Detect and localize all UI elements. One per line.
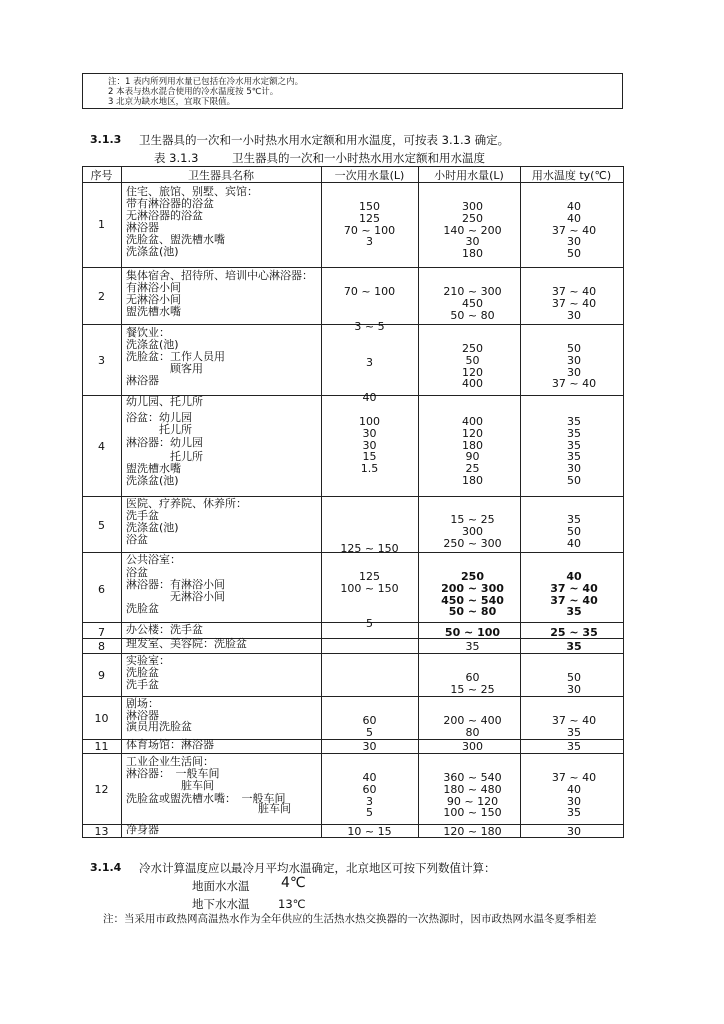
row-13-once: 10 ~ 15 bbox=[347, 825, 392, 838]
row-3-name-4: 淋浴器 bbox=[126, 374, 159, 387]
row-8-hourly: 35 bbox=[465, 640, 480, 653]
row-1-name-3: 淋浴器 bbox=[126, 221, 159, 234]
row-3-temp: 50 30 30 37 ~ 40 bbox=[551, 342, 597, 391]
row-10-hourly: 200 ~ 400 80 bbox=[443, 714, 502, 739]
section-314-text: 冷水计算温度应以最冷月平均水温确定，北京地区可按下列数值计算： bbox=[139, 861, 496, 875]
row-10-no: 10 bbox=[94, 712, 109, 725]
section-313-number: 3.1.3 bbox=[90, 133, 122, 146]
row-4-once: 100 30 30 15 1.5 bbox=[359, 415, 380, 476]
row-5-name-1: 洗手盆 bbox=[126, 509, 159, 522]
row-13-hourly: 120 ~ 180 bbox=[443, 825, 502, 838]
row-4-name-6: 洗涤盆(池) bbox=[126, 474, 179, 487]
row-4-name-0: 幼儿园、托儿所 bbox=[126, 395, 203, 408]
row-8-temp: 35 bbox=[566, 640, 582, 653]
row-3-name-2: 洗脸盆：工作人员用 bbox=[126, 350, 225, 363]
row-3-name-1: 洗涤盆(池) bbox=[126, 338, 179, 351]
row-6-name-4: 洗脸盆 bbox=[126, 602, 159, 615]
row-5-temp: 35 50 40 bbox=[567, 513, 581, 550]
row-4-no: 4 bbox=[98, 440, 105, 453]
header-water-temp: 用水温度 ty(℃) bbox=[531, 169, 612, 182]
row-6-temp: 40 37 ~ 40 37 ~ 40 35 bbox=[550, 570, 598, 619]
row-10-name-2: 演员用洗脸盆 bbox=[126, 720, 192, 733]
row-11-no: 11 bbox=[94, 740, 109, 753]
row-7-hourly: 50 ~ 100 bbox=[444, 626, 501, 639]
header-fixture-name: 卫生器具名称 bbox=[188, 169, 254, 182]
row-6-no: 6 bbox=[98, 583, 105, 596]
row-5-name-2: 洗涤盆(池) bbox=[126, 521, 179, 534]
row-12-name-2: 脏车间 bbox=[126, 779, 214, 792]
row-11-name-0: 体育场馆：淋浴器 bbox=[126, 738, 214, 751]
row-7-temp: 25 ~ 35 bbox=[550, 626, 598, 639]
row-5-hourly: 15 ~ 25 300 250 ~ 300 bbox=[443, 513, 502, 550]
surface-water-value: 4℃ bbox=[281, 875, 306, 891]
row-13-no: 13 bbox=[94, 825, 109, 838]
row-8-name-0: 理发室、美容院：洗脸盆 bbox=[126, 637, 247, 650]
row-1-name-5: 洗涤盆(池) bbox=[126, 245, 179, 258]
row-2-no: 2 bbox=[98, 290, 105, 303]
row-5-once: 125 ~ 150 bbox=[340, 542, 399, 555]
row-1-temp: 40 40 37 ~ 40 30 50 bbox=[551, 200, 597, 261]
row-3-once: 3 40 bbox=[362, 356, 377, 405]
section-313-text: 卫生器具的一次和一小时热水用水定额和用水温度，可按表 3.1.3 确定。 bbox=[139, 133, 510, 147]
row-7-no: 7 bbox=[98, 626, 105, 639]
row-9-name-0: 实验室： bbox=[126, 654, 170, 667]
row-12-name-1: 淋浴器： 一般车间 bbox=[126, 767, 220, 780]
ground-water-value: 13℃ bbox=[278, 897, 306, 911]
row-3-no: 3 bbox=[98, 354, 105, 367]
row-3-name-0: 餐饮业： bbox=[126, 326, 170, 339]
row-7-name-0: 办公楼：洗手盆 bbox=[126, 623, 203, 636]
row-1-name-1: 带有淋浴器的浴盆 bbox=[126, 197, 214, 210]
row-2-name-2: 无淋浴小间 bbox=[126, 293, 181, 306]
row-1-name-2: 无淋浴器的浴盆 bbox=[126, 209, 203, 222]
section-314-note: 注：当采用市政热网高温热水作为全年供应的生活热水热交换器的一次热源时，因市政热网水温冬夏季相差 bbox=[103, 913, 597, 925]
row-9-temp: 50 30 bbox=[567, 671, 581, 696]
row-2-temp: 37 ~ 40 37 ~ 40 30 bbox=[551, 285, 597, 322]
row-13-name-0: 净身器 bbox=[126, 823, 159, 836]
row-4-name-3: 淋浴器：幼儿园 bbox=[126, 436, 203, 449]
table-caption-number: 表 3.1.3 bbox=[154, 151, 199, 165]
row-4-hourly: 400 120 180 90 25 180 bbox=[462, 415, 483, 487]
row-2-once: 70 ~ 100 3 ~ 5 bbox=[343, 285, 396, 334]
row-10-name-1: 淋浴器 bbox=[126, 709, 159, 722]
row-9-name-2: 洗手盆 bbox=[126, 678, 159, 691]
row-4-name-2: 托儿所 bbox=[126, 423, 192, 436]
row-4-name-4: 托儿所 bbox=[126, 450, 203, 463]
row-9-hourly: 60 15 ~ 25 bbox=[450, 671, 495, 696]
row-6-name-0: 公共浴室： bbox=[126, 553, 181, 566]
row-5-name-0: 医院、疗养院、休养所： bbox=[126, 497, 247, 510]
row-12-name-0: 工业企业生活间： bbox=[126, 755, 214, 768]
row-2-hourly: 210 ~ 300 450 50 ~ 80 bbox=[443, 285, 502, 322]
row-12-hourly: 360 ~ 540 180 ~ 480 90 ~ 120 100 ~ 150 bbox=[443, 771, 502, 820]
row-10-name-0: 剧场： bbox=[126, 697, 159, 710]
row-12-name-4: 脏车间 bbox=[126, 802, 291, 815]
header-hourly-volume: 小时用水量(L) bbox=[434, 169, 504, 182]
row-6-name-2: 淋浴器：有淋浴小间 bbox=[126, 578, 225, 591]
row-1-name-0: 住宅、旅馆、别墅、宾馆： bbox=[126, 185, 258, 198]
surface-water-label: 地面水水温 bbox=[192, 879, 250, 893]
row-4-name-1: 浴盆：幼儿园 bbox=[126, 411, 192, 424]
row-2-name-0: 集体宿舍、招待所、培训中心淋浴器： bbox=[126, 269, 313, 282]
row-2-name-1: 有淋浴小间 bbox=[126, 281, 181, 294]
row-2-name-3: 盥洗槽水嘴 bbox=[126, 305, 181, 318]
row-10-once: 60 5 bbox=[362, 714, 377, 739]
note-line-2: 2 本表与热水混合使用的冷水温度按 5℃计。 bbox=[108, 87, 279, 97]
row-1-hourly: 300 250 140 ~ 200 30 180 bbox=[443, 200, 502, 261]
row-12-no: 12 bbox=[94, 783, 109, 796]
row-12-name-3: 洗脸盆或盥洗槽水嘴： 一般车间 bbox=[126, 792, 286, 805]
row-5-no: 5 bbox=[98, 519, 105, 532]
table-caption-text: 卫生器具的一次和一小时热水用水定额和用水温度 bbox=[232, 151, 485, 165]
row-1-name-4: 洗脸盆、盥洗槽水嘴 bbox=[126, 233, 225, 246]
row-3-hourly: 250 50 120 400 bbox=[462, 342, 483, 391]
note-line-1: 注：1 表内所列用水量已包括在冷水用水定额之内。 bbox=[108, 77, 304, 87]
row-9-name-1: 洗脸盆 bbox=[126, 666, 159, 679]
row-6-name-3: 无淋浴小间 bbox=[126, 590, 225, 603]
note-line-3: 3 北京为缺水地区，宜取下限值。 bbox=[108, 97, 236, 107]
row-1-no: 1 bbox=[98, 218, 105, 231]
row-8-no: 8 bbox=[98, 640, 105, 653]
row-11-temp: 35 bbox=[567, 740, 581, 753]
header-no: 序号 bbox=[90, 169, 113, 182]
row-5-name-3: 浴盆 bbox=[126, 533, 148, 546]
row-4-name-5: 盥洗槽水嘴 bbox=[126, 462, 181, 475]
row-12-temp: 37 ~ 40 40 30 35 bbox=[551, 771, 597, 820]
row-6-hourly: 250 200 ~ 300 450 ~ 540 50 ~ 80 bbox=[441, 570, 504, 619]
header-once-volume: 一次用水量(L) bbox=[334, 169, 405, 182]
row-4-temp: 35 35 35 35 30 50 bbox=[567, 415, 581, 487]
ground-water-label: 地下水水温 bbox=[192, 897, 250, 911]
row-3-name-3: 顾客用 bbox=[126, 362, 203, 375]
row-6-name-1: 浴盆 bbox=[126, 566, 148, 579]
row-10-temp: 37 ~ 40 35 bbox=[551, 714, 597, 739]
row-12-once: 40 60 3 5 bbox=[362, 771, 377, 820]
row-13-temp: 30 bbox=[567, 825, 581, 838]
row-11-once: 30 bbox=[362, 740, 377, 753]
row-11-hourly: 300 bbox=[462, 740, 483, 753]
row-9-no: 9 bbox=[98, 669, 105, 682]
row-6-once: 125 100 ~ 150 5 bbox=[340, 570, 399, 631]
section-314-number: 3.1.4 bbox=[90, 861, 122, 874]
row-1-once: 150 125 70 ~ 100 3 bbox=[343, 200, 396, 249]
